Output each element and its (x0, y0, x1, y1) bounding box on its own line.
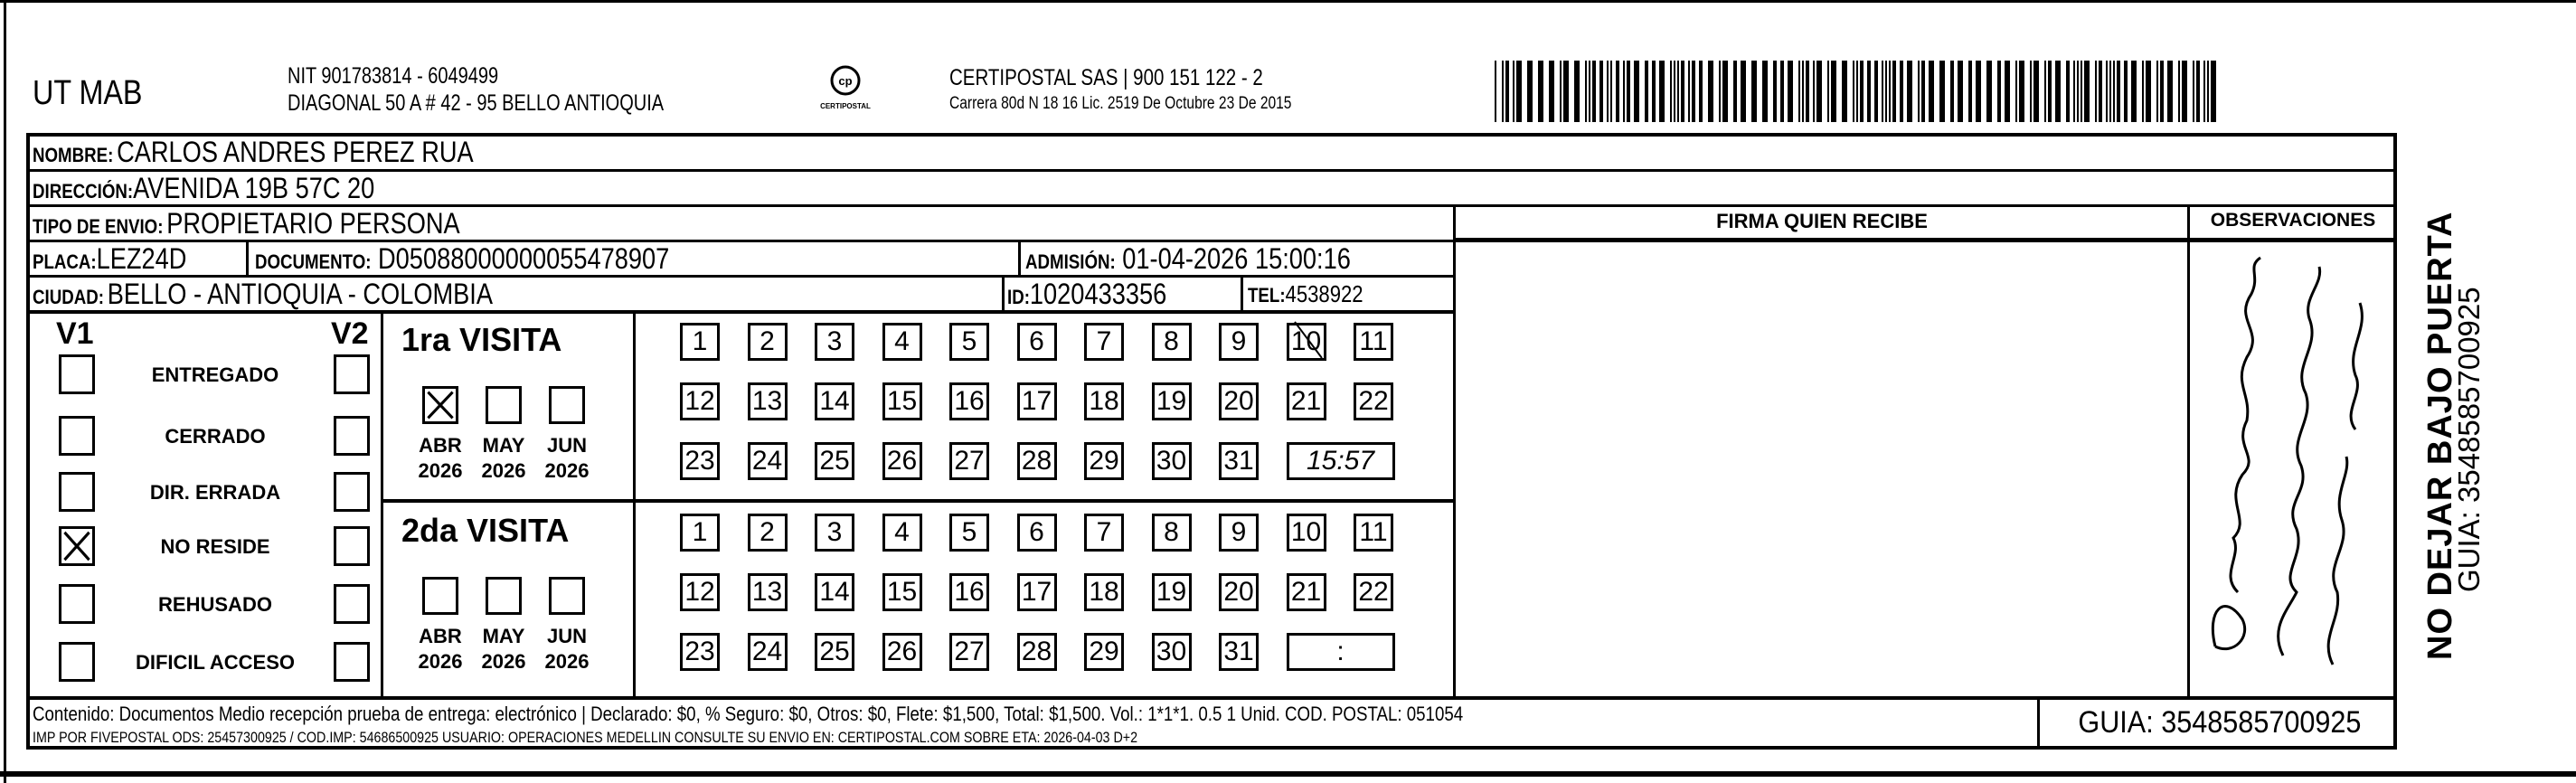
barcode-bar (1853, 61, 1854, 122)
barcode-bar (1610, 61, 1612, 122)
barcode-bar (1813, 61, 1815, 122)
month-label: ABR 2026 (418, 434, 463, 482)
v1-checkbox[interactable] (59, 416, 95, 456)
side-warning: NO DEJAR BAJO PUERTA (2421, 211, 2459, 660)
certipostal-logo: cp CERTIPOSTAL (818, 63, 873, 118)
day-box[interactable]: 21 (1287, 382, 1326, 420)
barcode-bar (1719, 61, 1721, 122)
barcode-bar (1513, 61, 1514, 122)
day-box[interactable]: 17 (1017, 382, 1057, 420)
divider (2187, 204, 2190, 698)
day-box[interactable]: 19 (1152, 382, 1192, 420)
day-box[interactable]: 11 (1354, 514, 1393, 552)
month-checkbox[interactable] (486, 386, 522, 424)
status-label: CERRADO (165, 425, 266, 448)
barcode-bar (2066, 61, 2070, 122)
barcode-bar (2055, 61, 2061, 122)
observaciones-header: OBSERVACIONES (2210, 210, 2376, 231)
signature-area[interactable] (1456, 241, 2187, 696)
barcode-bar (1652, 61, 1656, 122)
v1-checkbox[interactable] (59, 584, 95, 624)
day-box[interactable]: 7 (1084, 514, 1124, 552)
barcode-bar (2167, 61, 2173, 122)
month-label: MAY 2026 (481, 434, 526, 482)
barcode-bar (2048, 61, 2052, 122)
day-box[interactable]: 25 (815, 442, 854, 480)
company-name: UT MAB (33, 74, 143, 112)
barcode-bar (1589, 61, 1590, 122)
day-box[interactable]: 29 (1084, 442, 1124, 480)
day-box[interactable]: 8 (1152, 323, 1192, 361)
day-box[interactable]: 7 (1084, 323, 1124, 361)
day-box[interactable]: 1 (680, 514, 720, 552)
svg-text:cp: cp (838, 74, 853, 88)
barcode-bar (1599, 61, 1603, 122)
status-label: REHUSADO (158, 593, 272, 616)
day-box[interactable]: 31 (1219, 633, 1259, 671)
barcode-bar (2077, 61, 2079, 122)
barcode-bar (2073, 61, 2075, 122)
barcode-bar (1939, 61, 1945, 122)
v2-checkbox[interactable] (334, 354, 370, 394)
day-box[interactable]: 13 (748, 573, 788, 611)
barcode-bar (2196, 61, 2200, 122)
day-box[interactable]: 15 (882, 382, 922, 420)
status-label: DIFICIL ACCESO (135, 651, 295, 674)
barcode-bar (1874, 61, 1878, 122)
day-box[interactable]: 8 (1152, 514, 1192, 552)
barcode-bar (1976, 61, 1981, 122)
barcode-bar (2099, 61, 2102, 122)
v1-checkbox[interactable] (59, 472, 95, 512)
barcode-bar (1502, 61, 1504, 122)
barcode-bar (1968, 61, 1972, 122)
barcode-bar (2142, 61, 2144, 122)
barcode-bar (1527, 61, 1533, 122)
barcode-bar (1950, 61, 1954, 122)
day-box[interactable]: 3 (815, 323, 854, 361)
barcode-bar (1688, 61, 1690, 122)
barcode-bar (2095, 61, 2097, 122)
month-checkbox[interactable] (549, 386, 585, 424)
side-guia: GUIA: 3548585700925 (2452, 287, 2486, 592)
v2-checkbox[interactable] (334, 416, 370, 456)
barcode-bar (2106, 61, 2108, 122)
month-checkbox[interactable] (486, 577, 522, 615)
day-box[interactable]: 6 (1017, 514, 1057, 552)
day-box[interactable]: 2 (748, 323, 788, 361)
barcode-bar (1607, 61, 1609, 122)
barcode-bar (1751, 61, 1757, 122)
barcode-bar (1929, 61, 1934, 122)
barcode-bar (1788, 61, 1793, 122)
barcode-bar (2131, 61, 2137, 122)
nombre-field: NOMBRE: CARLOS ANDRES PEREZ RUA (33, 136, 474, 168)
barcode-bar (1885, 61, 1887, 122)
v2-checkbox[interactable] (334, 584, 370, 624)
footer-imp: IMP POR FIVEPOSTAL ODS: 25457300925 / COD.IMP: 54686500925 USUARIO: OPERACIONES MEDELLIN CONSULTE SU ENVIO EN: CERTIPOSTAL.COM SOBRE ETA: 2026-04-03 D+2 (33, 729, 1138, 746)
v2-checkbox[interactable] (334, 526, 370, 566)
barcode-bar (1681, 61, 1684, 122)
day-box[interactable]: 24 (748, 442, 788, 480)
barcode-bar (1806, 61, 1809, 122)
day-box[interactable]: 14 (815, 382, 854, 420)
ciudad-field: CIUDAD: BELLO - ANTIOQUIA - COLOMBIA (33, 278, 493, 310)
v2-header: V2 (331, 316, 369, 351)
status-label: DIR. ERRADA (149, 481, 281, 504)
bottom-rule (0, 771, 2576, 777)
divider (1002, 275, 1005, 311)
v2-checkbox[interactable] (334, 642, 370, 682)
barcode-bar (2203, 61, 2205, 122)
barcode-bar (1659, 61, 1665, 122)
barcode-bar (2117, 61, 2120, 122)
barcode-bar (1907, 61, 1912, 122)
day-box[interactable]: 23 (680, 442, 720, 480)
barcode-bar (1827, 61, 1829, 122)
day-box[interactable]: 29 (1084, 633, 1124, 671)
barcode-bar (1708, 61, 1713, 122)
day-box[interactable]: 16 (949, 382, 989, 420)
barcode-bar (1831, 61, 1836, 122)
barcode-bar (1634, 61, 1639, 122)
barcode-bar (1762, 61, 1768, 122)
barcode-bar (1882, 61, 1883, 122)
barcode-bar (1574, 61, 1580, 122)
day-box[interactable]: 9 (1219, 514, 1259, 552)
barcode (1495, 61, 2222, 122)
barcode-bar (1860, 61, 1864, 122)
day-box[interactable]: 31 (1219, 442, 1259, 480)
divider (381, 312, 383, 698)
carrier-name: CERTIPOSTAL SAS | 900 151 122 - 2 (949, 65, 1263, 90)
barcode-bar (1889, 61, 1891, 122)
day-box[interactable]: 5 (949, 514, 989, 552)
divider (246, 240, 249, 276)
documento-field: DOCUMENTO: D05088000000055478907 (255, 242, 670, 275)
barcode-bar (2124, 61, 2128, 122)
barcode-bar (2178, 61, 2180, 122)
barcode-bar (2211, 61, 2216, 122)
barcode-bar (2156, 61, 2158, 122)
handwritten-observations (2197, 249, 2387, 683)
barcode-bar (1802, 61, 1804, 122)
barcode-bar (2033, 61, 2039, 122)
day-box[interactable]: 13 (748, 382, 788, 420)
day-box[interactable]: 5 (949, 323, 989, 361)
day-box[interactable]: 22 (1354, 382, 1393, 420)
barcode-bar (1538, 61, 1543, 122)
barcode-bar (1616, 61, 1619, 122)
barcode-bar (2015, 61, 2017, 122)
day-box[interactable]: 20 (1219, 382, 1259, 420)
barcode-bar (1592, 61, 1596, 122)
day-box[interactable]: 10 (1287, 514, 1326, 552)
v1-checkbox[interactable] (59, 354, 95, 394)
barcode-bar (1780, 61, 1784, 122)
divider (1018, 240, 1021, 276)
day-box[interactable]: 12 (680, 382, 720, 420)
barcode-bar (2019, 61, 2024, 122)
barcode-bar (1986, 61, 1992, 122)
day-box[interactable]: 30 (1152, 633, 1192, 671)
barcode-bar (1798, 61, 1800, 122)
direccion-field: DIRECCIÓN:AVENIDA 19B 57C 20 (33, 172, 375, 204)
barcode-bar (1741, 61, 1746, 122)
month-checkbox[interactable] (422, 386, 458, 424)
v2-checkbox[interactable] (334, 472, 370, 512)
barcode-bar (1856, 61, 1858, 122)
day-box[interactable]: 27 (949, 442, 989, 480)
month-label: JUN 2026 (544, 625, 590, 673)
barcode-bar (1773, 61, 1777, 122)
time-box[interactable]: : (1287, 633, 1395, 671)
time-box[interactable]: 15:57 (1287, 442, 1395, 480)
placa-field: PLACA:LEZ24D (33, 242, 187, 275)
day-box[interactable]: 12 (680, 573, 720, 611)
barcode-bar (2113, 61, 2115, 122)
barcode-bar (1842, 61, 1847, 122)
id-field: ID:1020433356 (1007, 278, 1167, 310)
barcode-bar (2146, 61, 2151, 122)
day-box[interactable]: 23 (680, 633, 720, 671)
barcode-bar (2207, 61, 2209, 122)
day-box[interactable]: 25 (815, 633, 854, 671)
barcode-bar (1585, 61, 1587, 122)
top-rule (0, 0, 2576, 3)
barcode-bar (1733, 61, 1737, 122)
v1-checkbox[interactable] (59, 642, 95, 682)
barcode-bar (1958, 61, 1963, 122)
barcode-bar (1892, 61, 1896, 122)
barcode-bar (1900, 61, 1903, 122)
day-box[interactable]: 10 (1287, 323, 1326, 361)
barcode-bar (1997, 61, 2001, 122)
month-checkbox[interactable] (422, 577, 458, 615)
day-box[interactable]: 1 (680, 323, 720, 361)
day-box[interactable]: 20 (1219, 573, 1259, 611)
v1-header: V1 (56, 316, 94, 351)
day-box[interactable]: 15 (882, 573, 922, 611)
day-box[interactable]: 26 (882, 633, 922, 671)
day-box[interactable]: 18 (1084, 573, 1124, 611)
month-label: JUN 2026 (544, 434, 590, 482)
day-box[interactable]: 16 (949, 573, 989, 611)
barcode-bar (1692, 61, 1695, 122)
day-box[interactable]: 9 (1219, 323, 1259, 361)
status-label: ENTREGADO (151, 363, 279, 386)
day-box[interactable]: 17 (1017, 573, 1057, 611)
barcode-bar (2081, 61, 2082, 122)
divider (1241, 275, 1243, 311)
barcode-bar (1677, 61, 1679, 122)
day-box[interactable]: 6 (1017, 323, 1057, 361)
day-box[interactable]: 2 (748, 514, 788, 552)
barcode-bar (2044, 61, 2046, 122)
barcode-bar (1516, 61, 1522, 122)
day-box[interactable]: 19 (1152, 573, 1192, 611)
month-label: ABR 2026 (418, 625, 463, 673)
divider (633, 312, 636, 698)
barcode-bar (2005, 61, 2010, 122)
footer-guia: GUIA: 3548585700925 (2077, 705, 2362, 740)
barcode-bar (1816, 61, 1822, 122)
day-box[interactable]: 4 (882, 514, 922, 552)
barcode-bar (1867, 61, 1871, 122)
barcode-bar (2109, 61, 2111, 122)
company-nit: NIT 901783814 - 6049499 (288, 63, 499, 89)
barcode-bar (1674, 61, 1675, 122)
month-label: MAY 2026 (481, 625, 526, 673)
day-box[interactable]: 18 (1084, 382, 1124, 420)
visit-title: 1ra VISITA (401, 321, 562, 358)
barcode-bar (1699, 61, 1703, 122)
barcode-bar (2084, 61, 2090, 122)
barcode-bar (1627, 61, 1630, 122)
admision-field: ADMISIÓN: 01-04-2026 15:00:16 (1025, 242, 1351, 275)
visit-title: 2da VISITA (401, 512, 570, 549)
day-box[interactable]: 30 (1152, 442, 1192, 480)
barcode-bar (1645, 61, 1648, 122)
barcode-bar (2182, 61, 2187, 122)
day-box[interactable]: 28 (1017, 442, 1057, 480)
day-box[interactable]: 28 (1017, 633, 1057, 671)
firma-header: FIRMA QUIEN RECIBE (1716, 210, 1928, 232)
barcode-bar (1918, 61, 1920, 122)
logo-icon (827, 63, 863, 98)
divider (2037, 696, 2040, 749)
day-box[interactable]: 26 (882, 442, 922, 480)
day-box[interactable]: 14 (815, 573, 854, 611)
barcode-bar (1549, 61, 1554, 122)
barcode-bar (2193, 61, 2194, 122)
footer-content: Contenido: Documentos Medio recepción prueba de entrega: electrónico | Declarado: $0, % Seguro: $0, Otros: $0, Flete: $1,500, Total: $1,500. Vol.: 1*1*1. 0.5 1 Unid. COD. POSTAL: 051054 (33, 703, 1464, 725)
day-box[interactable]: 21 (1287, 573, 1326, 611)
tipo-envio-field: TIPO DE ENVIO: PROPIETARIO PERSONA (33, 207, 460, 240)
divider (381, 499, 1455, 503)
barcode-bar (1505, 61, 1509, 122)
carrier-license: Carrera 80d N 18 16 Lic. 2519 De Octubre 23 De 2015 (949, 94, 1292, 113)
tel-field: TEL:4538922 (1248, 280, 1363, 307)
month-checkbox[interactable] (549, 577, 585, 615)
day-box[interactable]: 27 (949, 633, 989, 671)
v1-checkbox[interactable] (59, 526, 95, 566)
day-box[interactable]: 22 (1354, 573, 1393, 611)
barcode-bar (1623, 61, 1625, 122)
barcode-bar (1670, 61, 1672, 122)
day-box[interactable]: 4 (882, 323, 922, 361)
barcode-bar (2030, 61, 2032, 122)
day-box[interactable]: 24 (748, 633, 788, 671)
barcode-bar (1563, 61, 1569, 122)
barcode-bar (1495, 61, 1496, 122)
barcode-bar (1921, 61, 1925, 122)
day-box[interactable]: 11 (1354, 323, 1393, 361)
page-edge (4, 0, 6, 783)
barcode-bar (1722, 61, 1728, 122)
status-label: NO RESIDE (160, 535, 270, 558)
day-box[interactable]: 3 (815, 514, 854, 552)
barcode-bar (2160, 61, 2164, 122)
company-address: DIAGONAL 50 A # 42 - 95 BELLO ANTIOQUIA (288, 90, 665, 116)
barcode-bar (1560, 61, 1562, 122)
